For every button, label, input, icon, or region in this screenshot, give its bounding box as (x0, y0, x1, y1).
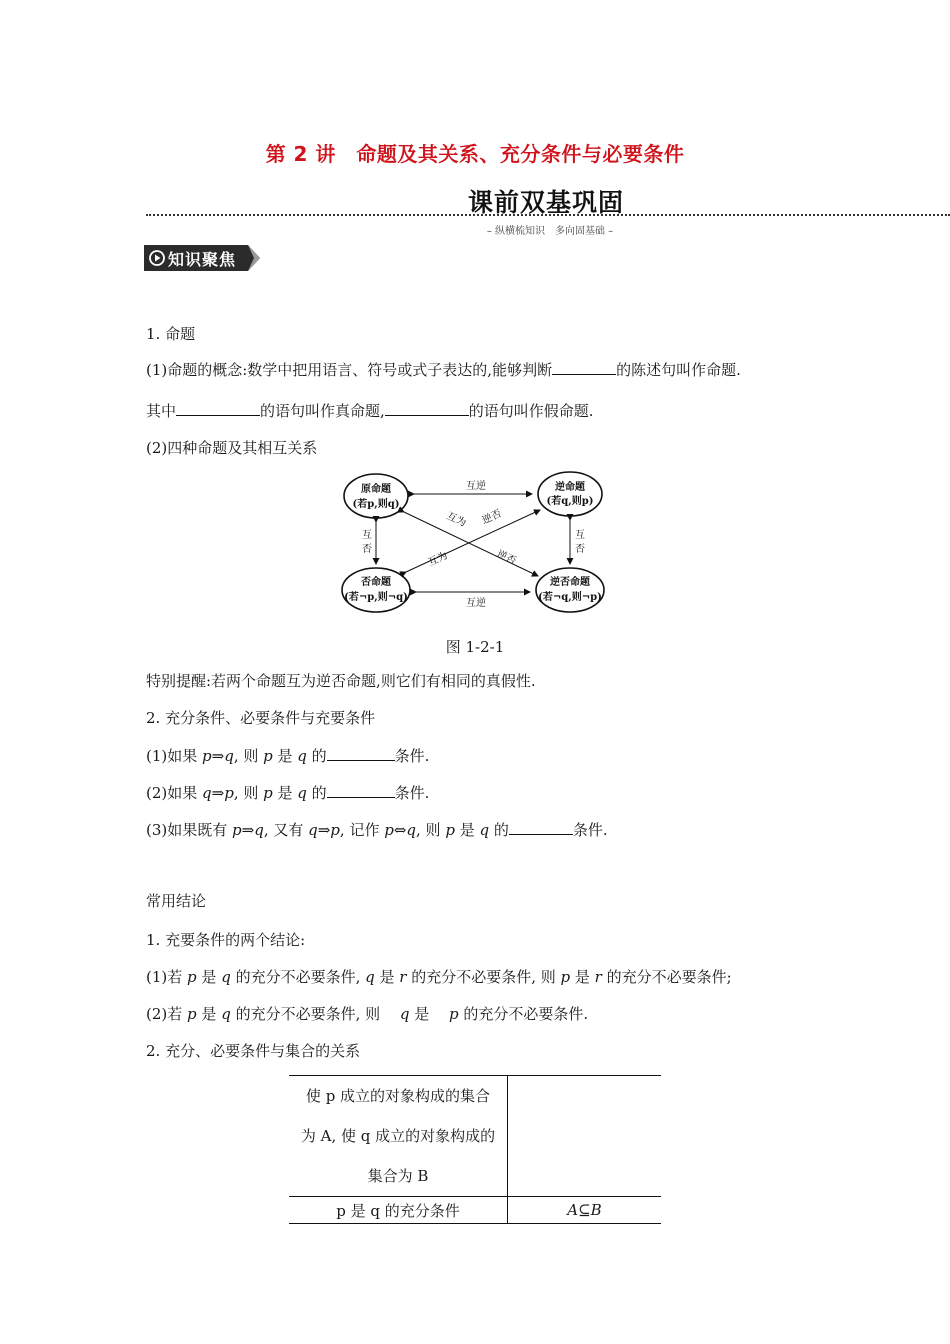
label-right-1: 互 (575, 530, 585, 541)
conclusion-2 (146, 1003, 588, 1025)
text: (2)如果 (146, 784, 203, 802)
text: 条件. (394, 747, 430, 765)
text: 的充分不必要条件, (230, 968, 366, 986)
text: , 记作 (339, 821, 385, 839)
concept-text-c2: 的语句叫作真命题, (260, 402, 385, 420)
math: q⇒p (202, 784, 234, 802)
math: q (221, 1005, 231, 1023)
section-heading: 课前双基巩固 (468, 188, 625, 217)
math: q (479, 821, 490, 839)
math: q (297, 747, 307, 765)
svg-text:逆命题: 逆命题 (555, 482, 585, 493)
label-top: 互逆 (466, 481, 486, 492)
node-original (344, 474, 408, 518)
table-header-cell (289, 1076, 508, 1197)
condition-item-1 (146, 745, 429, 767)
math: r (594, 968, 602, 986)
label-diag-b1: 互为 (426, 550, 450, 569)
fill-blank (176, 401, 260, 416)
node-contrapositive (536, 568, 604, 612)
heading-conditions: 2. 充分条件、必要条件与充要条件 (146, 709, 376, 727)
svg-text:原命题: 原命题 (361, 484, 391, 495)
table-empty-cell (508, 1076, 662, 1197)
text: 是 (409, 1005, 450, 1023)
text: 是 (570, 968, 595, 986)
math: q (297, 784, 307, 802)
math: r (399, 968, 407, 986)
figure-caption: 图 1-2-1 (445, 638, 505, 656)
common-conclusions-heading: 常用结论 (146, 892, 207, 910)
concept-line (146, 359, 741, 381)
label-bottom: 互逆 (466, 598, 486, 609)
text: 的 (489, 821, 509, 839)
four-propositions-diagram (338, 468, 610, 618)
header-line-3: 集合为 B (367, 1167, 429, 1185)
fill-blank (385, 401, 469, 416)
text: 是 (272, 784, 298, 802)
label-diag-b2: 逆否 (480, 508, 504, 527)
dotted-divider (146, 214, 950, 216)
math: p⇔q (384, 821, 416, 839)
conclusion-1 (146, 966, 732, 988)
math: q⇒p (308, 821, 340, 839)
true-false-line (146, 400, 594, 422)
label-diag-a2: 逆否 (494, 548, 518, 568)
text: 的充分不必要条件. (458, 1005, 589, 1023)
text: , 则 (233, 747, 264, 765)
label-left-2: 否 (362, 544, 372, 555)
text: 是 (454, 821, 480, 839)
math: q (365, 968, 375, 986)
math: p (187, 1005, 197, 1023)
fill-blank (327, 783, 395, 798)
math: p⇒q (202, 747, 234, 765)
label-right-2: 否 (575, 544, 585, 555)
math: p (263, 747, 273, 765)
knowledge-focus-badge (144, 245, 260, 271)
svg-text:逆否命题: 逆否命题 (550, 577, 590, 588)
fill-blank (509, 820, 573, 835)
concept-text-a: (1)命题的概念:数学中把用语言、符号或式子表达的,能够判断 (146, 361, 553, 379)
table-row (289, 1076, 661, 1197)
concept-text-c3: 的语句叫作假命题. (468, 402, 594, 420)
badge-label: 知识聚焦 (168, 250, 237, 269)
svg-text:(若¬p,则¬q): (若¬p,则¬q) (344, 592, 408, 603)
text: , 则 (233, 784, 264, 802)
conclusions-sub2: 2. 充分、必要条件与集合的关系 (146, 1042, 361, 1060)
four-propositions-heading: (2)四种命题及其相互关系 (146, 439, 318, 457)
header-line-1: 使 p 成立的对象构成的集合 (305, 1087, 491, 1105)
conclusions-sub1: 1. 充要条件的两个结论: (146, 931, 306, 949)
table-cell-label: p 是 q 的充分条件 (289, 1197, 508, 1224)
lesson-title: 第 2 讲 命题及其关系、充分条件与必要条件 (265, 142, 685, 166)
arrow-diagonal-down (404, 512, 538, 576)
svg-text:(若¬q,则¬p): (若¬q,则¬p) (538, 592, 602, 603)
label-diag-a1: 互为 (444, 510, 468, 530)
text: (2)若 (146, 1005, 188, 1023)
text: 的充分不必要条件; (601, 968, 732, 986)
text: 是 (374, 968, 400, 986)
math: q (399, 1005, 410, 1023)
concept-text-b: 的陈述句叫作命题. (616, 361, 741, 379)
math: q (221, 968, 231, 986)
math: p (187, 968, 197, 986)
arrow-diagonal-up (406, 510, 540, 572)
text: (3)如果既有 (146, 821, 233, 839)
text: , 则 (416, 821, 446, 839)
text: 是 (196, 1005, 222, 1023)
text: 的 (306, 747, 327, 765)
condition-item-3 (146, 819, 608, 841)
node-converse (538, 472, 602, 516)
special-reminder: 特别提醒:若两个命题互为逆否命题,则它们有相同的真假性. (146, 672, 536, 690)
fill-blank (552, 360, 616, 375)
text: 条件. (572, 821, 608, 839)
math: p (263, 784, 273, 802)
text: 的充分不必要条件, 则 (406, 968, 561, 986)
set-relation-table (289, 1075, 661, 1224)
math: p (449, 1005, 459, 1023)
section-subtitle: – 纵横梳知识 多向固基础 – (486, 226, 614, 237)
text: (1)若 (146, 968, 188, 986)
header-line-2: 为 A, 使 q 成立的对象构成的 (300, 1127, 496, 1145)
text: 是 (272, 747, 298, 765)
svg-text:否命题: 否命题 (361, 577, 391, 588)
svg-text:(若q,则p): (若q,则p) (546, 496, 594, 507)
math: p⇒q (232, 821, 264, 839)
heading-proposition: 1. 命题 (146, 325, 196, 343)
play-circle-icon (149, 250, 165, 266)
svg-text:(若p,则q): (若p,则q) (352, 499, 400, 510)
concept-text-c1: 其中 (146, 402, 177, 420)
condition-item-2 (146, 782, 429, 804)
label-left-1: 互 (362, 530, 372, 541)
text: 的充分不必要条件, 则 (230, 1005, 400, 1023)
text: 的 (306, 784, 327, 802)
fill-blank (327, 746, 395, 761)
node-inverse (342, 568, 410, 612)
math: p (560, 968, 571, 986)
text: , 又有 (263, 821, 309, 839)
math: p (445, 821, 455, 839)
table-cell-value: A⊆B (567, 1201, 602, 1219)
table-row (289, 1197, 661, 1224)
text: (1)如果 (146, 747, 203, 765)
text: 是 (196, 968, 222, 986)
text: 条件. (394, 784, 430, 802)
